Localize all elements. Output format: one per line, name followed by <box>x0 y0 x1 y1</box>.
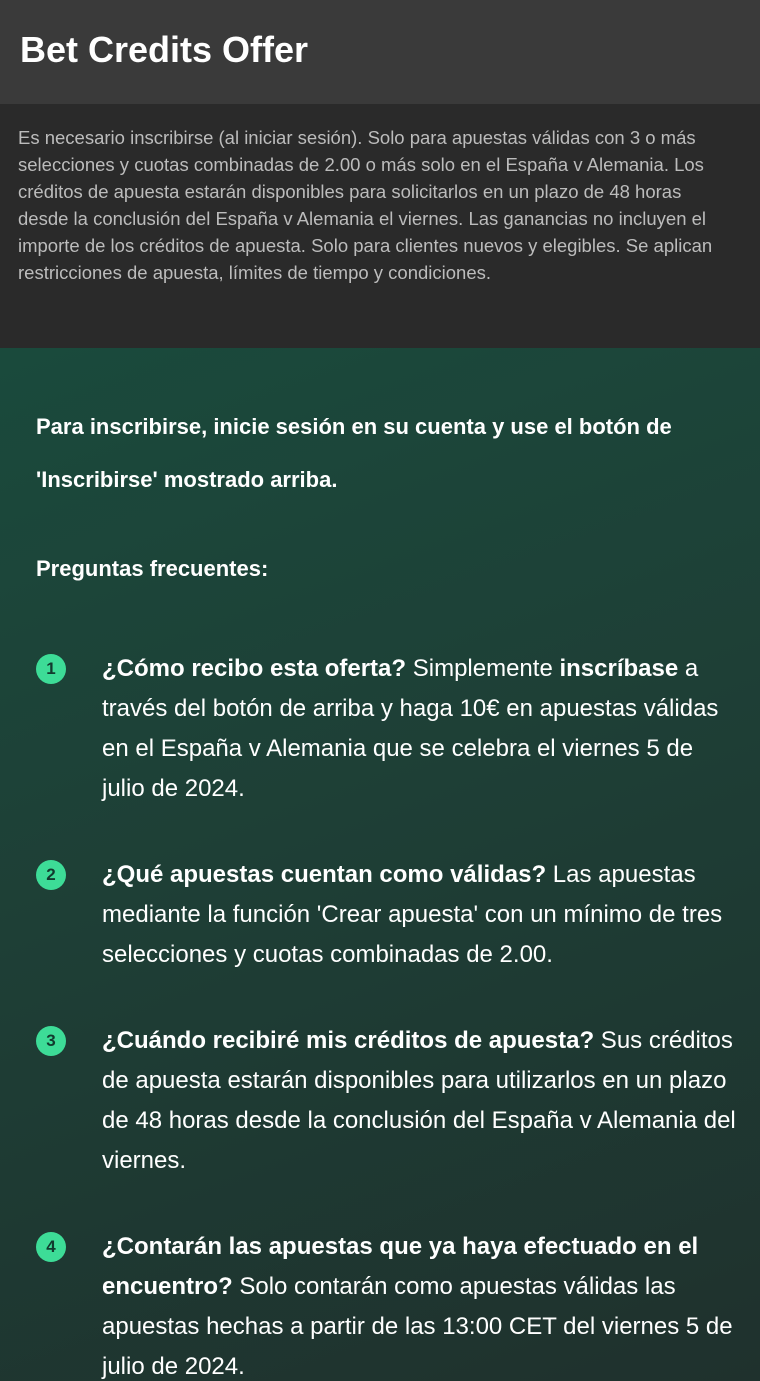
faq-number-badge: 1 <box>36 654 66 684</box>
faq-answer: a través del botón de arriba y haga 10€ en apuestas válidas en el España v Alemania que se celebra el viernes 5 de julio de 2024. <box>102 655 719 802</box>
faq-answer: Simplemente <box>406 655 560 682</box>
faq-list <box>36 649 736 1381</box>
offer-content <box>0 348 760 1381</box>
page-header <box>0 0 760 104</box>
faq-question: ¿Cuándo recibiré mis créditos de apuesta? <box>102 1027 595 1054</box>
faq-question: ¿Contarán las apuestas que ya haya efectuado en el encuentro? <box>102 1233 699 1300</box>
faq-item-4 <box>36 1227 736 1381</box>
faq-number-badge: 2 <box>36 860 66 890</box>
faq-item-2 <box>36 855 736 975</box>
faq-question: ¿Cómo recibo esta oferta? <box>102 655 407 682</box>
signup-emphasis: inscríbase <box>559 655 679 682</box>
faq-item-1 <box>36 649 736 809</box>
signup-instructions: Para inscribirse, inicie sesión en su cuenta y use el botón de 'Inscribirse' mostrado arriba. <box>36 414 672 492</box>
faq-answer: Sus créditos de apuesta estarán disponibles para utilizarlos en un plazo de 48 horas desde la conclusión del España v Alemania del viernes. <box>102 1027 736 1174</box>
faq-number-badge: 3 <box>36 1026 66 1056</box>
faq-item-3 <box>36 1021 736 1181</box>
faq-number-badge: 4 <box>36 1232 66 1262</box>
terms-text: Es necesario inscribirse (al iniciar sesión). Solo para apuestas válidas con 3 o más selecciones y cuotas combinadas de 2.00 o más solo en el España v Alemania. Los créditos de apuesta estarán disponibles para solicitarlos en un plazo de 48 horas desde la conclusión del España v Alemania el viernes. Las ganancias no incluyen el importe de los créditos de apuesta. Solo para clientes nuevos y elegibles. Se aplican restricciones de apuesta, límites de tiempo y condiciones. <box>0 104 760 348</box>
page-title: Bet Credits Offer <box>20 29 309 70</box>
faq-answer: Las apuestas mediante la función 'Crear apuesta' con un mínimo de tres selecciones y cuotas combinadas de 2.00. <box>102 861 723 968</box>
faq-question: ¿Qué apuestas cuentan como válidas? <box>102 861 547 888</box>
faq-answer: Solo contarán como apuestas válidas las apuestas hechas a partir de las 13:00 CET del viernes 5 de julio de 2024. <box>102 1273 733 1380</box>
faq-heading: Preguntas frecuentes: <box>36 556 269 581</box>
